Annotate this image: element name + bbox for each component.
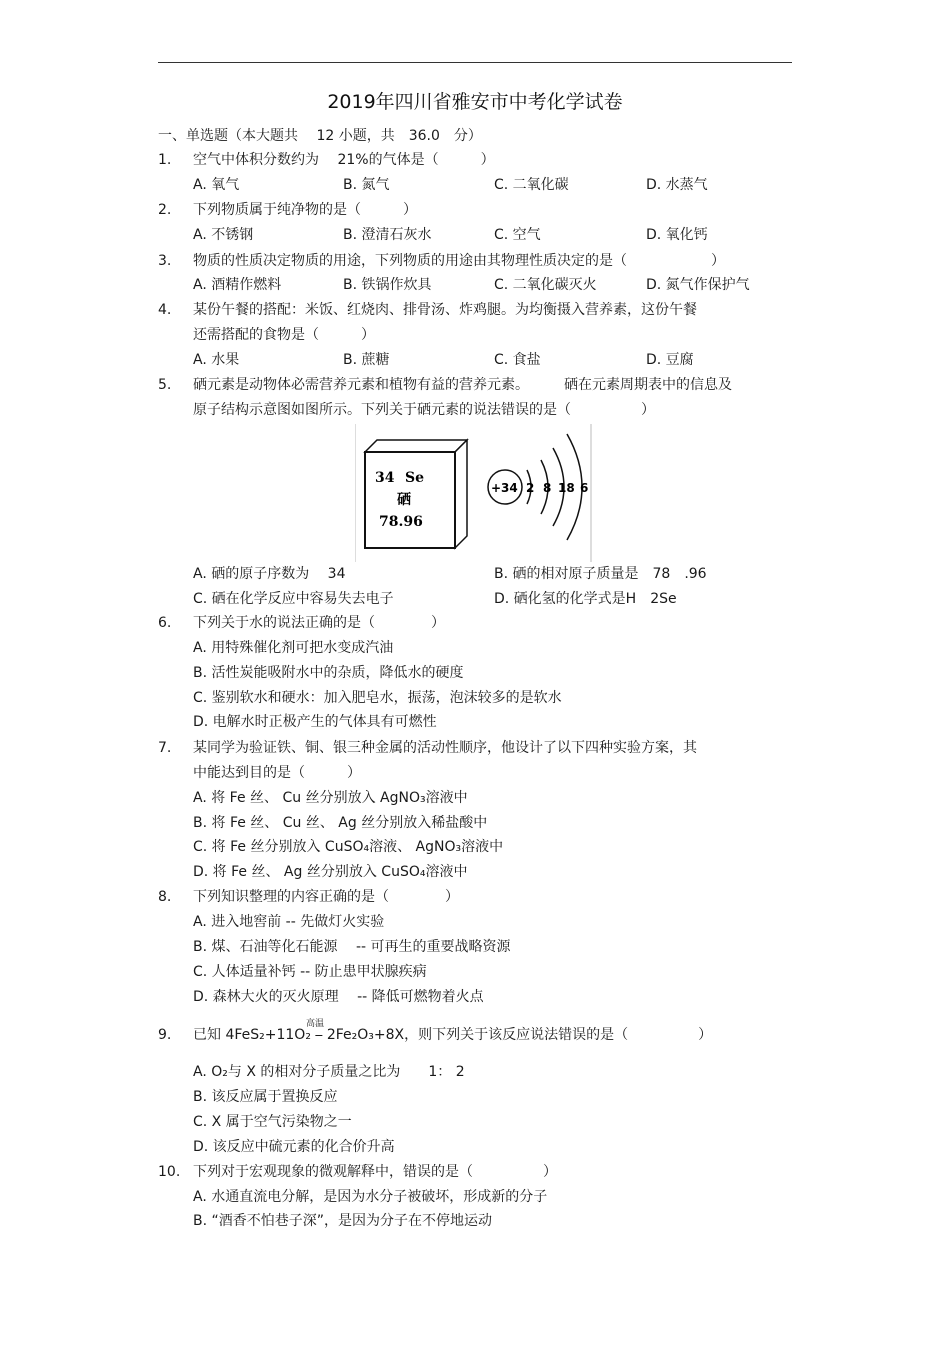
option: B. 蔗糖 (343, 352, 390, 368)
question-number: 1. (158, 152, 172, 168)
shell-4-electrons: 6 (580, 481, 589, 495)
option: D. 硒化氢的化学式是H 2Se (494, 591, 677, 607)
question-stem-cont: 原子结构示意图如图所示。下列关于硒元素的说法错误的是（ ） (193, 402, 655, 418)
atomic-mass: 78.96 (379, 514, 423, 530)
question-stem: 下列知识整理的内容正确的是（ ） (193, 889, 459, 905)
option: A. 用特殊催化剂可把水变成汽油 (193, 640, 394, 656)
option: D. 将 Fe 丝、 Ag 丝分别放入 CuSO₄溶液中 (193, 864, 468, 880)
option: A. 不锈钢 (193, 227, 254, 243)
option: C. 人体适量补钙 -- 防止患甲状腺疾病 (193, 964, 427, 980)
question-number: 2. (158, 202, 172, 218)
option: B. “酒香不怕巷子深”，是因为分子在不停地运动 (193, 1213, 493, 1229)
question-number: 4. (158, 302, 172, 318)
header-rule (158, 62, 792, 63)
option: A. 硒的原子序数为 34 (193, 566, 346, 582)
option: A. 水通直流电分解，是因为水分子被破坏，形成新的分子 (193, 1189, 548, 1205)
option: C. 空气 (494, 227, 541, 243)
element-symbol: Se (405, 470, 425, 486)
option: D. 豆腐 (646, 352, 694, 368)
question-number: 9. (158, 1027, 172, 1043)
option: C. 二氧化碳 (494, 177, 569, 193)
question-number: 5. (158, 377, 172, 393)
question-stem: 下列关于水的说法正确的是（ ） (193, 615, 445, 631)
option: A. 进入地窖前 -- 先做灯火实验 (193, 914, 385, 930)
option: C. 硒在化学反应中容易失去电子 (193, 591, 394, 607)
shell-1-electrons: 2 (526, 481, 535, 495)
question-stem: 硒元素是动物体必需营养元素和植物有益的营养元素。 硒在元素周期表中的信息及 (193, 377, 732, 393)
option: C. 二氧化碳灭火 (494, 277, 597, 293)
option: B. 氮气 (343, 177, 390, 193)
atom-diagram (488, 434, 588, 540)
option: D. 该反应中硫元素的化合价升高 (193, 1139, 395, 1155)
shell-3-electrons: 18 (558, 481, 575, 495)
question-number: 3. (158, 253, 172, 269)
question-number: 7. (158, 740, 172, 756)
element-name: 硒 (397, 492, 411, 508)
question-stem-cont: 中能达到目的是（ ） (193, 765, 361, 781)
option: A. 将 Fe 丝、 Cu 丝分别放入 AgNO₃溶液中 (193, 790, 468, 806)
question-number: 10. (158, 1164, 181, 1180)
option: A. 酒精作燃料 (193, 277, 282, 293)
option: D. 电解水时正极产生的气体具有可燃性 (193, 714, 437, 730)
nucleus-charge: +34 (491, 481, 518, 495)
selenium-figure (355, 424, 593, 562)
option: B. 澄清石灰水 (343, 227, 432, 243)
option: B. 硒的相对原子质量是 78 .96 (494, 566, 707, 582)
option: D. 氮气作保护气 (646, 277, 750, 293)
question-stem: 空气中体积分数约为 21%的气体是（ ） (193, 152, 495, 168)
option: B. 将 Fe 丝、 Cu 丝、 Ag 丝分别放入稀盐酸中 (193, 815, 488, 831)
section-heading: 一、单选题（本大题共 12 小题，共 36.0 分） (158, 128, 482, 144)
question-number: 8. (158, 889, 172, 905)
option: C. 食盐 (494, 352, 541, 368)
question-stem: 某份午餐的搭配：米饭、红烧肉、排骨汤、炸鸡腿。为均衡摄入营养素，这份午餐 (193, 302, 697, 318)
option: B. 铁锅作炊具 (343, 277, 432, 293)
option: D. 水蒸气 (646, 177, 708, 193)
reaction-condition: 高温 (306, 1019, 325, 1029)
option: A. 氧气 (193, 177, 240, 193)
option: B. 活性炭能吸附水中的杂质，降低水的硬度 (193, 665, 464, 681)
option: B. 该反应属于置换反应 (193, 1089, 338, 1105)
question-stem-cont: 还需搭配的食物是（ ） (193, 327, 375, 343)
shell-2-electrons: 8 (543, 481, 552, 495)
option: C. 鉴别软水和硬水：加入肥皂水，振荡，泡沫较多的是软水 (193, 690, 562, 706)
question-stem: 某同学为验证铁、铜、银三种金属的活动性顺序，他设计了以下四种实验方案，其 (193, 740, 697, 756)
atomic-number: 34 (375, 470, 395, 486)
question-stem: 已知 4FeS₂+11O₂ ⎯ 2Fe₂O₃+8X，则下列关于该反应说法错误的是（ ） (193, 1027, 713, 1043)
option: B. 煤、石油等化石能源 -- 可再生的重要战略资源 (193, 939, 511, 955)
element-card (365, 440, 467, 548)
question-stem: 下列物质属于纯净物的是（ ） (193, 202, 417, 218)
question-stem: 下列对于宏观现象的微观解释中，错误的是（ ） (193, 1164, 557, 1180)
option: A. 水果 (193, 352, 240, 368)
page-title: 2019年四川省雅安市中考化学试卷 (327, 91, 623, 113)
selenium-figure-svg (355, 424, 593, 562)
question-number: 6. (158, 615, 172, 631)
option: A. O₂与 X 的相对分子质量之比为 1： 2 (193, 1064, 465, 1080)
option: D. 森林大火的灭火原理 -- 降低可燃物着火点 (193, 989, 484, 1005)
option: C. X 属于空气污染物之一 (193, 1114, 352, 1130)
option: D. 氧化钙 (646, 227, 708, 243)
option: C. 将 Fe 丝分别放入 CuSO₄溶液、 AgNO₃溶液中 (193, 839, 504, 855)
question-stem: 物质的性质决定物质的用途，下列物质的用途由其物理性质决定的是（ ） (193, 253, 725, 269)
